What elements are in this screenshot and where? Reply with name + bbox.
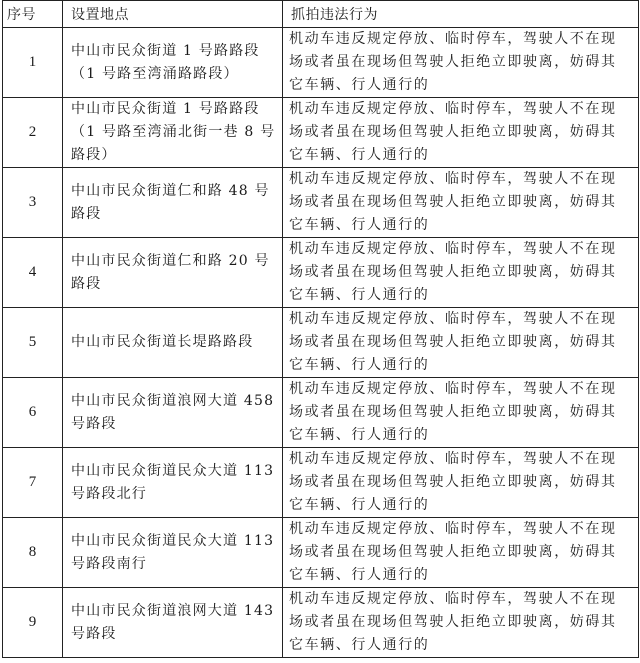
camera-locations-table-container	[2, 0, 638, 658]
table-row	[3, 98, 639, 168]
row-behavior: 机动车违反规定停放、临时停车，驾驶人不在现场或者虽在现场但驾驶人拒绝立即驶离，妨碍其它车辆、行人通行的	[283, 168, 639, 238]
header-location: 设置地点	[63, 1, 283, 28]
row-behavior: 机动车违反规定停放、临时停车，驾驶人不在现场或者虽在现场但驾驶人拒绝立即驶离，妨碍其它车辆、行人通行的	[283, 518, 639, 588]
row-location: 中山市民众街道仁和路 48 号路段	[63, 168, 283, 238]
row-location: 中山市民众街道浪网大道 143 号路段	[63, 588, 283, 658]
table-row	[3, 448, 639, 518]
row-location: 中山市民众街道浪网大道 458 号路段	[63, 378, 283, 448]
table-row	[3, 238, 639, 308]
table-row	[3, 168, 639, 238]
header-index: 序号	[3, 1, 63, 28]
row-index: 2	[3, 98, 63, 168]
table-row	[3, 308, 639, 378]
row-location: 中山市民众街道 1 号路路段（1 号路至湾涌北街一巷 8 号路段）	[63, 98, 283, 168]
row-behavior: 机动车违反规定停放、临时停车，驾驶人不在现场或者虽在现场但驾驶人拒绝立即驶离，妨碍其它车辆、行人通行的	[283, 98, 639, 168]
row-behavior: 机动车违反规定停放、临时停车，驾驶人不在现场或者虽在现场但驾驶人拒绝立即驶离，妨碍其它车辆、行人通行的	[283, 238, 639, 308]
row-location: 中山市民众街道仁和路 20 号路段	[63, 238, 283, 308]
table-row	[3, 518, 639, 588]
row-index: 6	[3, 378, 63, 448]
row-index: 3	[3, 168, 63, 238]
table-row	[3, 378, 639, 448]
row-behavior: 机动车违反规定停放、临时停车，驾驶人不在现场或者虽在现场但驾驶人拒绝立即驶离，妨碍其它车辆、行人通行的	[283, 378, 639, 448]
row-behavior: 机动车违反规定停放、临时停车，驾驶人不在现场或者虽在现场但驾驶人拒绝立即驶离，妨碍其它车辆、行人通行的	[283, 308, 639, 378]
row-index: 7	[3, 448, 63, 518]
row-location: 中山市民众街道民众大道 113 号路段北行	[63, 448, 283, 518]
row-behavior: 机动车违反规定停放、临时停车，驾驶人不在现场或者虽在现场但驾驶人拒绝立即驶离，妨碍其它车辆、行人通行的	[283, 588, 639, 658]
row-index: 8	[3, 518, 63, 588]
table-row	[3, 588, 639, 658]
camera-locations-table	[2, 0, 639, 658]
table-header-row	[3, 1, 639, 28]
row-index: 9	[3, 588, 63, 658]
row-index: 5	[3, 308, 63, 378]
row-behavior: 机动车违反规定停放、临时停车，驾驶人不在现场或者虽在现场但驾驶人拒绝立即驶离，妨碍其它车辆、行人通行的	[283, 448, 639, 518]
row-index: 4	[3, 238, 63, 308]
table-row	[3, 28, 639, 98]
row-index: 1	[3, 28, 63, 98]
row-location: 中山市民众街道 1 号路路段（1 号路至湾涌路路段）	[63, 28, 283, 98]
header-behavior: 抓拍违法行为	[283, 1, 639, 28]
row-behavior: 机动车违反规定停放、临时停车，驾驶人不在现场或者虽在现场但驾驶人拒绝立即驶离，妨碍其它车辆、行人通行的	[283, 28, 639, 98]
row-location: 中山市民众街道民众大道 113 号路段南行	[63, 518, 283, 588]
row-location: 中山市民众街道长堤路路段	[63, 308, 283, 378]
